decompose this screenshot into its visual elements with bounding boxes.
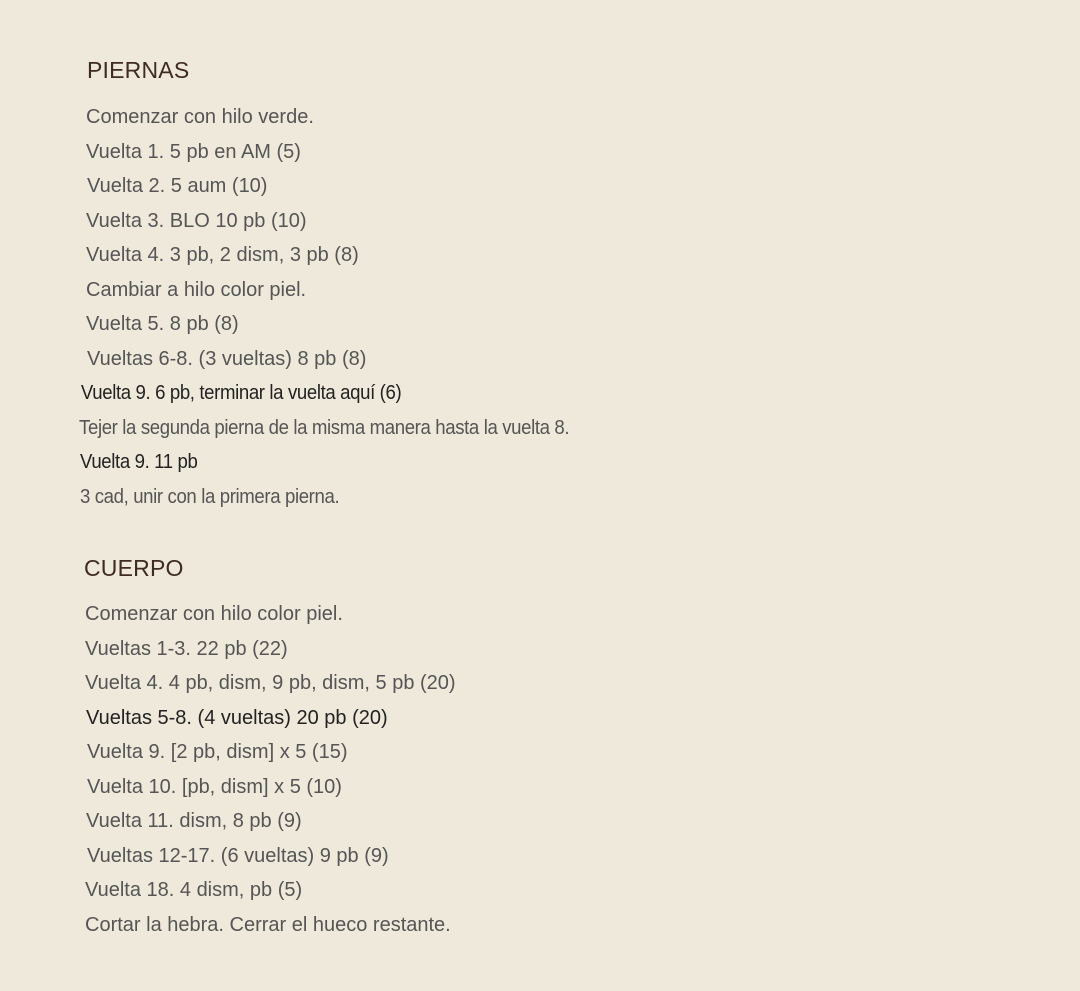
instruction-line: Tejer la segunda pierna de la misma manera hasta la vuelta 8. (79, 416, 570, 439)
instruction-line: Vuelta 9. 6 pb, terminar la vuelta aquí (6) (80, 382, 402, 404)
instruction-line: Vuelta 18. 4 dism, pb (5) (85, 879, 303, 901)
instruction-line: Vuelta 5. 8 pb (8) (86, 313, 239, 335)
instruction-line: Vueltas 6-8. (3 vueltas) 8 pb (8) (87, 347, 367, 370)
section-title-piernas: PIERNAS (87, 57, 190, 83)
instruction-line: Vuelta 3. BLO 10 pb (10) (86, 209, 307, 232)
section-piernas (0, 55, 1080, 516)
instruction-line: Vuelta 9. [2 pb, dism] x 5 (15) (87, 741, 348, 763)
instruction-line: Vuelta 2. 5 aum (10) (87, 175, 268, 197)
instruction-line: Comenzar con hilo verde. (86, 106, 314, 128)
instruction-line: Vuelta 1. 5 pb en AM (5) (86, 140, 301, 163)
instruction-list-piernas (0, 102, 1080, 516)
instruction-line: Comenzar con hilo color piel. (85, 603, 343, 625)
instruction-line: Vuelta 11. dism, 8 pb (9) (86, 810, 302, 832)
instruction-line: Cortar la hebra. Cerrar el hueco restante. (85, 913, 451, 936)
instruction-line: Vueltas 1-3. 22 pb (22) (85, 637, 288, 660)
instruction-line: 3 cad, unir con la primera pierna. (79, 485, 340, 508)
section-cuerpo (0, 553, 1080, 944)
section-title-cuerpo: CUERPO (84, 555, 184, 581)
instruction-line: Vuelta 4. 3 pb, 2 dism, 3 pb (8) (86, 244, 359, 266)
instruction-line: Vuelta 10. [pb, dism] x 5 (10) (87, 775, 342, 798)
instruction-line: Vueltas 5-8. (4 vueltas) 20 pb (20) (86, 706, 388, 729)
instruction-line: Vuelta 9. 11 pb (79, 451, 198, 473)
instruction-line: Cambiar a hilo color piel. (86, 278, 307, 301)
instruction-line: Vuelta 4. 4 pb, dism, 9 pb, dism, 5 pb (20) (85, 672, 456, 694)
instruction-line: Vueltas 12-17. (6 vueltas) 9 pb (9) (87, 844, 389, 867)
instruction-list-cuerpo (0, 599, 1080, 944)
